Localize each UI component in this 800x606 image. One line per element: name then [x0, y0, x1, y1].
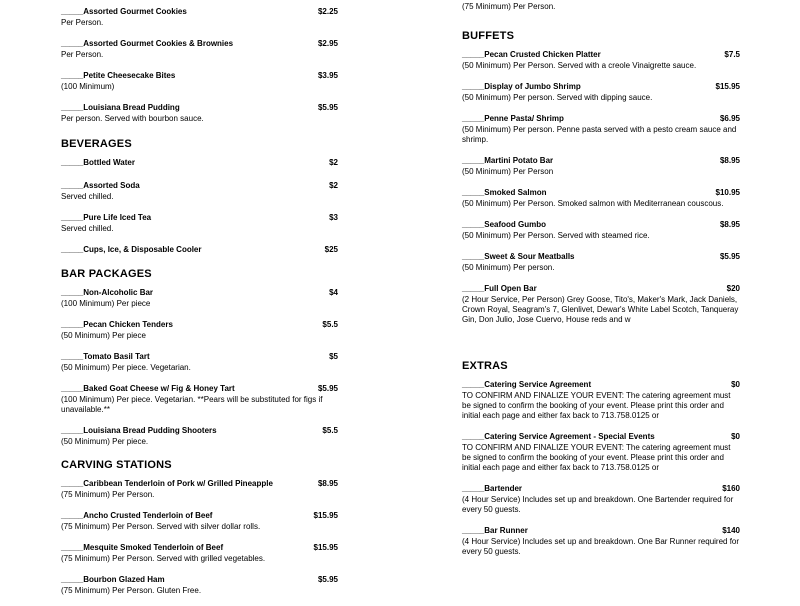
menu-item-price: $3.95 — [317, 71, 338, 80]
menu-item-name: _____Penne Pasta/ Shrimp — [462, 114, 564, 123]
menu-item-description: TO CONFIRM AND FINALIZE YOUR EVENT: The catering agreement must be signed to confirm the booking of your event. Please print this order and initial each page and either fax back to 713.758.0125 or — [462, 391, 731, 420]
menu-item — [61, 574, 338, 596]
menu-item-name: _____Sweet & Sour Meatballs — [462, 252, 575, 261]
menu-item-heading — [61, 6, 338, 17]
menu-item-price: $2.95 — [317, 39, 338, 48]
menu-item-heading — [462, 251, 740, 262]
menu-item — [462, 187, 740, 209]
menu-item-name: _____Ancho Crusted Tenderloin of Beef — [61, 511, 213, 520]
menu-item-price: $2.25 — [317, 7, 338, 16]
menu-item-description: (4 Hour Service) Includes set up and breakdown. One Bartender required for every 50 guests. — [462, 495, 734, 514]
menu-item — [462, 113, 740, 145]
menu-item — [61, 6, 338, 28]
menu-item-price: $4 — [329, 288, 338, 297]
menu-section-continued — [61, 6, 338, 134]
menu-item-description: (75 Minimum) Per Person. Gluten Free. — [61, 586, 202, 595]
menu-item-price: $7.5 — [724, 50, 740, 59]
menu-item-name: _____Bottled Water — [61, 158, 135, 167]
menu-item-description: (50 Minimum) Per piece. Vegetarian. — [61, 363, 191, 372]
menu-item-name: _____Mesquite Smoked Tenderloin of Beef — [61, 543, 224, 552]
menu-item-heading — [61, 510, 338, 521]
menu-item-name: _____Smoked Salmon — [462, 188, 547, 197]
menu-item-price: $15.95 — [313, 543, 338, 552]
menu-item-name: _____Bar Runner — [462, 526, 528, 535]
menu-item-name: _____Pecan Crusted Chicken Platter — [462, 50, 601, 59]
menu-item-name: _____Assorted Soda — [61, 181, 140, 190]
menu-item-name: _____Catering Service Agreement — [462, 380, 592, 389]
section-title: EXTRAS — [462, 360, 508, 372]
menu-item-description: (50 Minimum) Per Person. Served with steamed rice. — [462, 231, 650, 240]
menu-item-price — [720, 0, 740, 1]
menu-item — [462, 431, 740, 473]
menu-item — [462, 0, 740, 12]
menu-item — [462, 49, 740, 71]
menu-item-price: $2 — [329, 181, 338, 190]
menu-item — [462, 81, 740, 103]
menu-item-name: _____Assorted Gourmet Cookies & Brownies — [61, 39, 234, 48]
menu-section-buffets — [462, 30, 740, 335]
menu-item-heading — [61, 425, 338, 436]
menu-item-heading — [61, 383, 338, 394]
menu-item-heading — [462, 0, 740, 1]
menu-item-description: (75 Minimum) Per Person. — [61, 490, 155, 499]
menu-item-price: $10.95 — [715, 188, 740, 197]
section-title: BAR PACKAGES — [61, 268, 152, 280]
menu-item-price: $5.95 — [719, 252, 740, 261]
menu-item-heading — [61, 212, 338, 223]
menu-item — [61, 425, 338, 447]
menu-item-heading — [462, 483, 740, 494]
menu-item-name: _____Full Open Bar — [462, 284, 537, 293]
menu-item — [462, 525, 740, 557]
menu-item-description: (4 Hour Service) Includes set up and breakdown. One Bar Runner required for every 50 guests. — [462, 537, 740, 556]
menu-item-heading — [462, 113, 740, 124]
menu-item — [462, 219, 740, 241]
menu-item-description: (50 Minimum) Per Person — [462, 167, 554, 176]
menu-item-price: $15.95 — [715, 82, 740, 91]
menu-item-name: _____Non-Alcoholic Bar — [61, 288, 154, 297]
menu-item-name: _____Display of Jumbo Shrimp — [462, 82, 581, 91]
menu-item-description: Per Person. — [61, 50, 104, 59]
menu-item-heading — [462, 431, 740, 442]
menu-item-price: $5.5 — [322, 426, 338, 435]
menu-item-heading — [61, 102, 338, 113]
menu-item-description: (75 Minimum) Per Person. Served with grilled vegetables. — [61, 554, 266, 563]
menu-item-price: $2 — [329, 158, 338, 167]
menu-item — [61, 542, 338, 564]
menu-section-extras — [462, 360, 740, 567]
menu-item — [462, 155, 740, 177]
menu-item — [61, 383, 338, 415]
menu-item — [462, 379, 740, 421]
menu-item-description: Served chilled. — [61, 224, 114, 233]
menu-section-beverages — [61, 138, 338, 267]
menu-item-price: $0 — [731, 380, 740, 389]
menu-item-heading — [61, 70, 338, 81]
menu-section-carving-stations — [61, 459, 338, 606]
menu-item-name: _____Baked Goat Cheese w/ Fig & Honey Tart — [61, 384, 235, 393]
menu-item-name: _____Seafood Gumbo — [462, 220, 547, 229]
menu-item-name: _____Tomato Basil Tart — [61, 352, 150, 361]
section-title: CARVING STATIONS — [61, 459, 172, 471]
menu-item-name: _____Catering Service Agreement - Special Events — [462, 432, 655, 441]
menu-item-description: (50 Minimum) Per person. — [462, 263, 555, 272]
menu-item — [462, 283, 740, 325]
menu-item — [61, 38, 338, 60]
menu-item-heading — [462, 283, 740, 294]
menu-section-continued — [462, 0, 740, 22]
menu-item-heading — [61, 319, 338, 330]
menu-item-name: _____Petite Cheesecake Bites — [61, 71, 176, 80]
menu-item-name: _____Pecan Chicken Tenders — [61, 320, 173, 329]
menu-item — [61, 478, 338, 500]
menu-item-price: $140 — [722, 526, 740, 535]
menu-item-name: _____Caribbean Tenderloin of Pork w/ Grilled Pineapple — [61, 479, 273, 488]
menu-item-price: $5.95 — [317, 384, 338, 393]
menu-item-price: $15.95 — [313, 511, 338, 520]
menu-item-heading — [61, 351, 338, 362]
menu-item-price: $8.95 — [719, 220, 740, 229]
menu-item-name: _____Pure Life Iced Tea — [61, 213, 152, 222]
menu-item-heading — [61, 287, 338, 298]
menu-item-heading — [61, 574, 338, 585]
menu-item-price: $6.95 — [719, 114, 740, 123]
menu-item-price: $8.95 — [317, 479, 338, 488]
menu-item — [61, 157, 338, 168]
menu-section-bar-packages — [61, 268, 338, 457]
menu-item-heading — [462, 219, 740, 230]
menu-item-heading — [61, 157, 338, 168]
menu-item-name: _____Bartender — [462, 484, 523, 493]
menu-item-description: (2 Hour Service, Per Person) Grey Goose, Tito's, Maker's Mark, Jack Daniels, Crown Royal, Seagram's 7, Glenlivet, Dewar's White Label Scotch, Tanqueray Gin, Don Julio, Jose Cuervo, House reds and w — [462, 295, 739, 324]
menu-item — [61, 351, 338, 373]
menu-item-description: TO CONFIRM AND FINALIZE YOUR EVENT: The catering agreement must be signed to confirm the booking of your event. Please print this order and initial each page and either fax back to 713.758.0125 or — [462, 443, 731, 472]
menu-item-heading — [462, 187, 740, 198]
menu-item-price: $5.5 — [322, 320, 338, 329]
menu-item-name: _____Bourbon Glazed Ham — [61, 575, 165, 584]
menu-item-heading — [61, 180, 338, 191]
menu-item — [462, 251, 740, 273]
menu-item-description: (75 Minimum) Per Person. — [462, 2, 556, 11]
menu-item-heading — [61, 38, 338, 49]
menu-item — [61, 319, 338, 341]
menu-item-price: $25 — [324, 245, 338, 254]
menu-item-description: (100 Minimum) Per piece. Vegetarian. **Pears will be substituted for figs if unavailable.** — [61, 395, 323, 414]
menu-item — [61, 180, 338, 202]
menu-item-name: _____Louisiana Bread Pudding Shooters — [61, 426, 217, 435]
menu-item — [61, 244, 338, 255]
menu-item-heading — [462, 49, 740, 60]
menu-item-heading — [462, 81, 740, 92]
menu-item-price: $5.95 — [317, 103, 338, 112]
menu-item-heading — [462, 525, 740, 536]
menu-item-heading — [61, 244, 338, 255]
menu-item-price: $5.95 — [317, 575, 338, 584]
menu-item-heading — [462, 379, 740, 390]
menu-item-description: (50 Minimum) Per person. Served with dipping sauce. — [462, 93, 653, 102]
menu-item-price: $3 — [329, 213, 338, 222]
menu-item-description: (50 Minimum) Per person. Penne pasta served with a pesto cream sauce and shrimp. — [462, 125, 737, 144]
menu-item-description: (50 Minimum) Per piece. — [61, 437, 149, 446]
menu-item-price: $8.95 — [719, 156, 740, 165]
menu-item-name: _____Assorted Gourmet Cookies — [61, 7, 187, 16]
menu-item-description: Per Person. — [61, 18, 104, 27]
menu-item — [61, 287, 338, 309]
menu-item-description: (100 Minimum) — [61, 82, 115, 91]
menu-item-description: Per person. Served with bourbon sauce. — [61, 114, 204, 123]
menu-item — [462, 483, 740, 515]
menu-item-description: (75 Minimum) Per Person. Served with silver dollar rolls. — [61, 522, 261, 531]
menu-item-name: _____Louisiana Bread Pudding — [61, 103, 180, 112]
menu-item-name: _____Cups, Ice, & Disposable Cooler — [61, 245, 202, 254]
menu-item-price: $160 — [722, 484, 740, 493]
menu-item-description: Served chilled. — [61, 192, 114, 201]
menu-item — [61, 510, 338, 532]
menu-item-price: $20 — [726, 284, 740, 293]
menu-item-heading — [61, 478, 338, 489]
menu-item-description: (100 Minimum) Per piece — [61, 299, 151, 308]
menu-item-description: (50 Minimum) Per Person. Smoked salmon with Mediterranean couscous. — [462, 199, 724, 208]
section-title: BEVERAGES — [61, 138, 132, 150]
menu-item-heading — [61, 542, 338, 553]
menu-item — [61, 212, 338, 234]
menu-item-price: $5 — [329, 352, 338, 361]
menu-item-description: (50 Minimum) Per piece — [61, 331, 146, 340]
menu-item — [61, 70, 338, 92]
menu-item-description: (50 Minimum) Per Person. Served with a creole Vinaigrette sauce. — [462, 61, 697, 70]
menu-item-heading — [462, 155, 740, 166]
section-title: BUFFETS — [462, 30, 515, 42]
menu-item-price: $0 — [731, 432, 740, 441]
menu-item — [61, 102, 338, 124]
menu-item-name: _____Martini Potato Bar — [462, 156, 554, 165]
